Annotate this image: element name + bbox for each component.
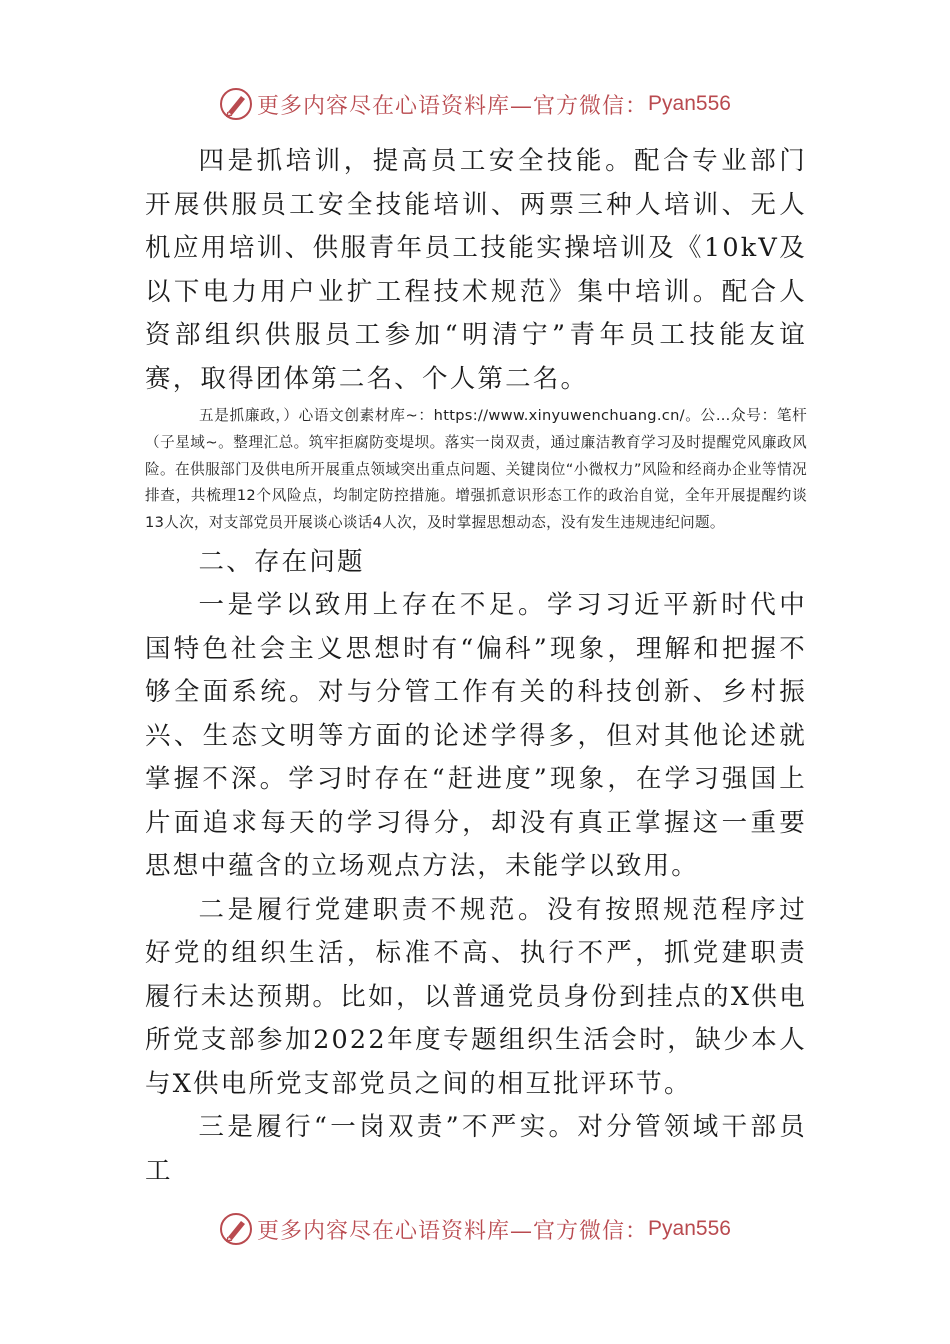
banner-wechat-id: Pyan556 [648,1217,731,1240]
paragraph-training: 四是抓培训，提高员工安全技能。配合专业部门开展供服员工安全技能培训、两票三种人培训、无人机应用培训、供服青年员工技能实操培训及《10kV及以下电力用户业扩工程技术规范》集中培训。配合人资部组织供服员工参加“明清宁”青年员工技能友谊赛，取得团体第二名、个人第二名。 [145,146,807,394]
paragraph-integrity: 五是抓廉政，）心语文创素材库~：https://www.xinyuwenchuang.cn/。公…众号：笔杆（子星域~。整理汇总。筑牢拒腐防变堤坝。落实一岗双责，通过廉洁教育学习及时提醒党风廉政风险。在供服部门及供电所开展重点领域突出重点问题、关键岗位“小微权力”风险和经商办企业等情况排查，共梳理12个风险点，均制定防控措施。增强抓意识形态工作的政治自觉，全年开展提醒约谈13人次，对支部党员开展谈心谈话4人次，及时掌握思想动态，没有发生违规违纪问题。 [145,407,807,532]
pen-logo-icon [219,1212,253,1246]
banner-wechat-id: Pyan556 [648,92,731,115]
paragraph-party-building: 二是履行党建职责不规范。没有按照规范程序过好党的组织生活，标准不高、执行不严，抓党建职责履行未达预期。比如，以普通党员身份到挂点的X供电所党支部参加2022年度专题组织生活会时，缺少本人与X供电所党支部党员之间的相互批评环节。 [145,894,807,1099]
pen-logo-icon [219,87,253,121]
paragraph-duty: 三是履行“一岗双责”不严实。对分管领域干部员工 [145,1112,807,1186]
header-watermark-banner [0,84,950,124]
document-body [145,140,807,1193]
banner-text: 更多内容尽在心语资料库—官方微信： [257,1218,649,1244]
banner-text: 更多内容尽在心语资料库—官方微信： [257,93,649,119]
section-heading-problems: 二、存在问题 [198,546,365,577]
paragraph-study: 一是学以致用上存在不足。学习习近平新时代中国特色社会主义思想时有“偏科”现象，理解和把握不够全面系统。对与分管工作有关的科技创新、乡村振兴、生态文明等方面的论述学得多，但对其他论述就掌握不深。学习时存在“赶进度”现象，在学习强国上片面追求每天的学习得分，却没有真正掌握这一重要思想中蕴含的立场观点方法，未能学以致用。 [145,590,807,882]
footer-watermark-banner [0,1209,950,1249]
